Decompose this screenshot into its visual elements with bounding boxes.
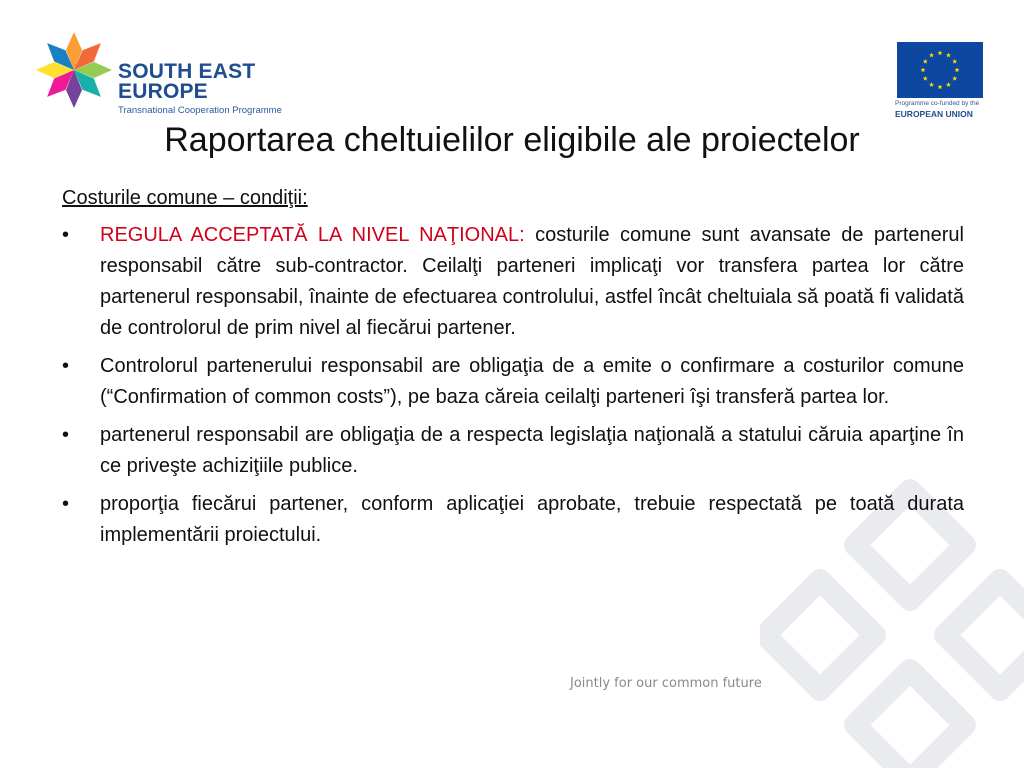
bullet-item-3 bbox=[62, 420, 964, 482]
bullet-text: proporţia fiecărui partener, conform aplicaţiei aprobate, trebuie respectată pe toată durata implementării proiectului. bbox=[100, 493, 964, 546]
bullet-item-4 bbox=[62, 489, 964, 551]
section-subheading: Costurile comune – condiţii: bbox=[62, 187, 308, 209]
slide-title: Raportarea cheltuielilor eligibile ale proiectelor bbox=[164, 121, 860, 159]
eu-caption-2: EUROPEAN UNION bbox=[895, 109, 973, 119]
logo-text bbox=[118, 62, 282, 118]
flower-logo-icon bbox=[32, 28, 116, 112]
logo-line-3: Transnational Cooperation Programme bbox=[118, 105, 282, 116]
bullet-marker: • bbox=[62, 355, 70, 377]
eu-flag-icon bbox=[897, 42, 983, 98]
bullet-text: costurile comune sunt avansate de partenerul responsabil către sub-contractor. Ceilalţi parteneri implicaţi vor transfera partea lor către partenerul responsabil, înainte de efectuarea controlului, astfel încât cheltuiala să poată fi validată de controlorul de prim nivel al fiecărui partener. bbox=[100, 224, 964, 339]
bullet-marker: • bbox=[62, 493, 70, 515]
bullet-marker: • bbox=[62, 224, 70, 246]
bullet-item-1 bbox=[62, 220, 964, 344]
bullet-text: Controlorul partenerului responsabil are obligaţia de a emite o confirmare a costurilor comune (“Confirmation of common costs”), pe baza căreia ceilalţi parteneri îşi transferă partea lor. bbox=[100, 355, 964, 408]
bullet-list bbox=[62, 220, 964, 558]
eu-caption-1: Programme co-funded by the bbox=[895, 100, 980, 107]
logo-line-2: EUROPE bbox=[118, 80, 208, 103]
logo-line-1: SOUTH EAST bbox=[118, 60, 256, 83]
national-rule-label: REGULA ACCEPTATĂ LA NIVEL NAŢIONAL: bbox=[100, 224, 525, 246]
south-east-europe-logo bbox=[32, 28, 282, 124]
bullet-text: partenerul responsabil are obligaţia de a respecta legislaţia naţională a statului căruia aparţine în ce priveşte achiziţiile publice. bbox=[100, 424, 964, 477]
bullet-item-2 bbox=[62, 351, 964, 413]
eu-logo bbox=[895, 42, 987, 122]
footer-slogan: Jointly for our common future bbox=[570, 676, 762, 691]
bullet-marker: • bbox=[62, 424, 70, 446]
